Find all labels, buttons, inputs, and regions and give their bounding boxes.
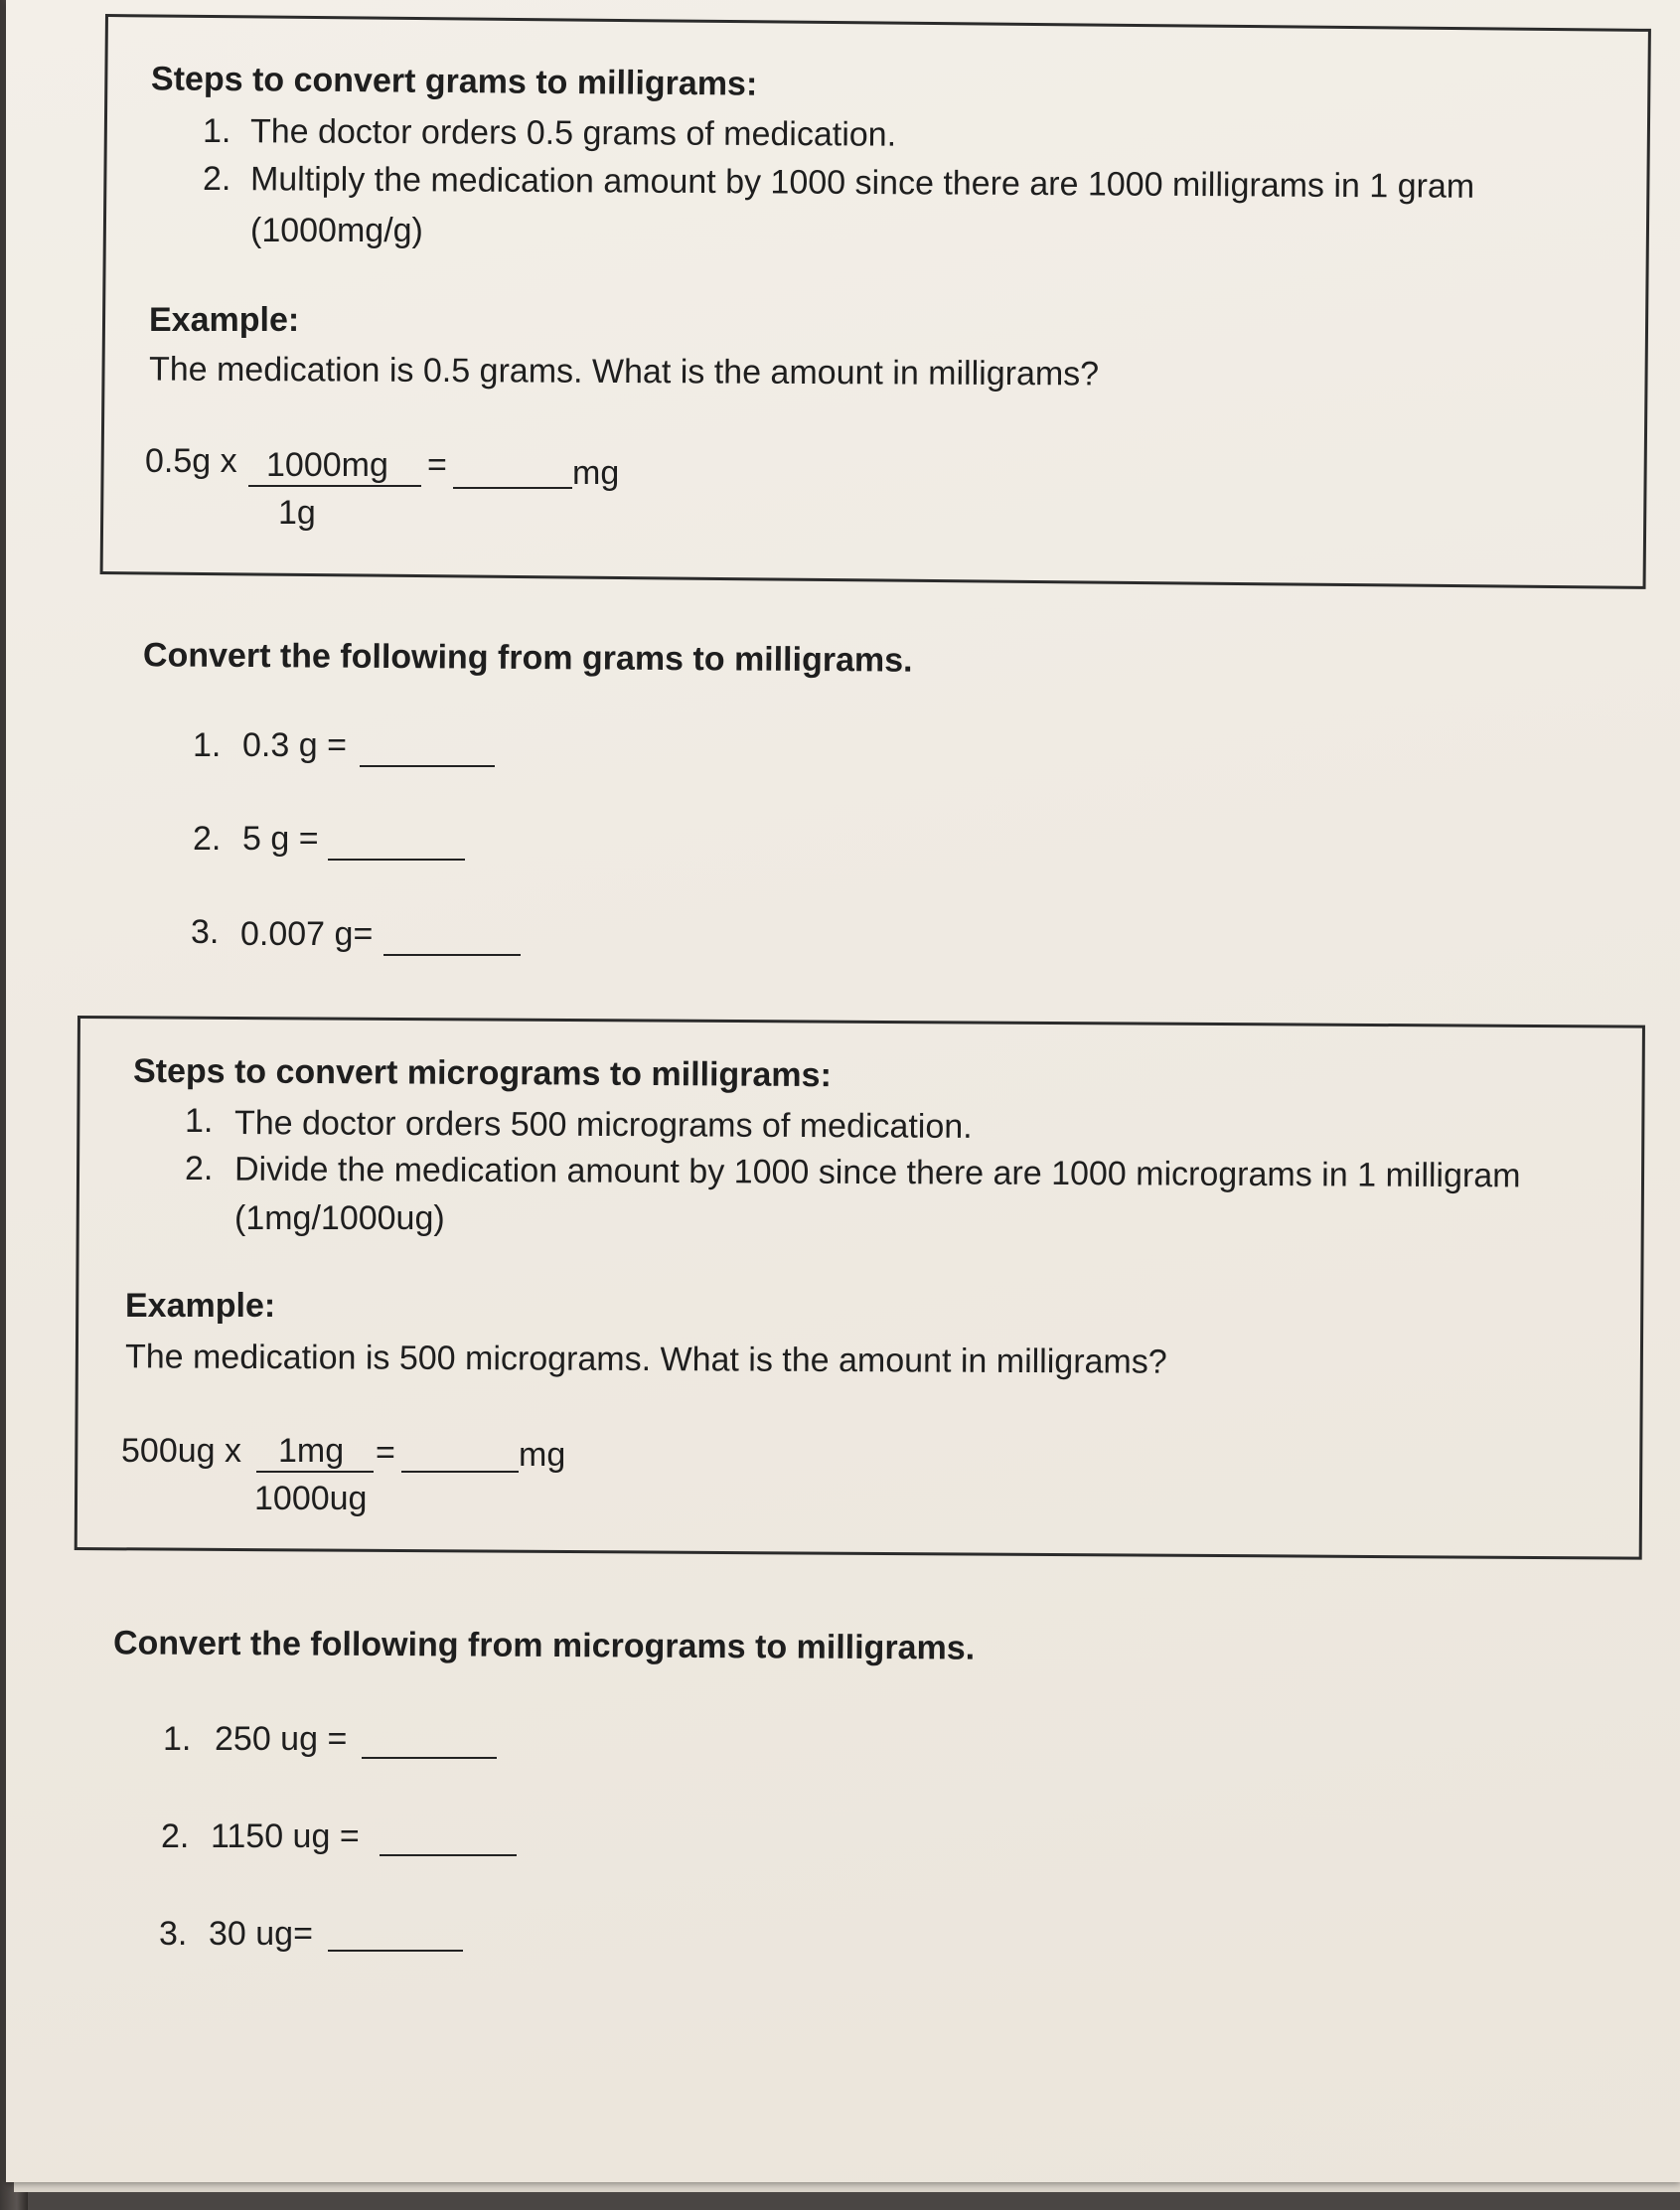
practice1-heading: Convert the following from grams to milligrams.: [142, 636, 913, 680]
practice2-item3-number: 3.: [159, 1915, 188, 1953]
practice1-item2-blank[interactable]: [328, 859, 465, 861]
section2-step2-number: 2.: [185, 1150, 214, 1187]
section1-example-label: Example:: [149, 301, 300, 339]
practice1-item1-blank[interactable]: [360, 765, 495, 767]
practice2-item1-number: 1.: [163, 1720, 192, 1758]
section1-formula-numerator: 1000mg: [266, 446, 388, 484]
practice2-item1-blank[interactable]: [362, 1757, 497, 1759]
section2-heading: Steps to convert micrograms to milligrams:: [132, 1051, 832, 1095]
section1-step2-number: 2.: [203, 160, 231, 198]
practice1-item3-text: 0.007 g=: [240, 915, 374, 953]
section2-step2-text: Divide the medication amount by 1000 since there are 1000 micrograms in 1 milligram: [233, 1150, 1521, 1195]
practice1-item1-number: 1.: [193, 726, 222, 764]
practice2-item3-blank[interactable]: [328, 1950, 463, 1952]
section1-formula-equals: =: [427, 446, 447, 484]
section1-step2-unit: (1000mg/g): [250, 212, 423, 249]
practice2-item2-blank[interactable]: [380, 1854, 517, 1856]
section2-formula-numerator: 1mg: [278, 1432, 345, 1470]
section1-example-question: The medication is 0.5 grams. What is the amount in milligrams?: [148, 350, 1100, 394]
practice2-item2-text: 1150 ug =: [211, 1817, 360, 1855]
practice1-item3-blank[interactable]: [383, 954, 521, 956]
section2-formula-denominator: 1000ug: [254, 1480, 368, 1517]
section1-formula-denominator: 1g: [278, 494, 316, 532]
section2-step1-number: 1.: [185, 1102, 214, 1140]
section2-step1-text: The doctor orders 500 micrograms of medication.: [233, 1104, 973, 1146]
section1-step1-text: The doctor orders 0.5 grams of medication.: [249, 112, 897, 154]
practice2-item2-number: 2.: [161, 1817, 190, 1855]
section2-formula-equals: =: [376, 1434, 395, 1472]
section1-formula-left: 0.5g x: [145, 442, 237, 480]
section1-step2-text: Multiply the medication amount by 1000 since there are 1000 milligrams in 1 gram: [249, 160, 1475, 206]
practice1-item2-text: 5 g =: [242, 820, 319, 858]
practice1-item1-text: 0.3 g =: [242, 726, 347, 764]
practice2-item3-text: 30 ug=: [209, 1915, 313, 1953]
section2-formula-unit: mg: [519, 1436, 566, 1474]
section1-formula-unit: mg: [572, 454, 620, 492]
section1-step1-number: 1.: [203, 112, 231, 150]
practice2-heading: Convert the following from micrograms to milligrams.: [112, 1624, 976, 1667]
worksheet-page: [6, 0, 1680, 2182]
practice1-item3-number: 3.: [191, 913, 220, 951]
practice2-item1-text: 250 ug =: [215, 1720, 348, 1758]
section2-step2-unit: (1mg/1000ug): [234, 1199, 445, 1237]
section2-example-question: The medication is 500 micrograms. What is the amount in milligrams?: [124, 1338, 1167, 1381]
section2-example-label: Example:: [125, 1287, 276, 1325]
practice1-item2-number: 2.: [193, 820, 222, 858]
section2-formula-left: 500ug x: [121, 1432, 241, 1470]
section1-heading: Steps to convert grams to milligrams:: [150, 60, 758, 103]
section1-answer-blank: [453, 487, 572, 489]
section2-answer-blank: [401, 1471, 519, 1473]
